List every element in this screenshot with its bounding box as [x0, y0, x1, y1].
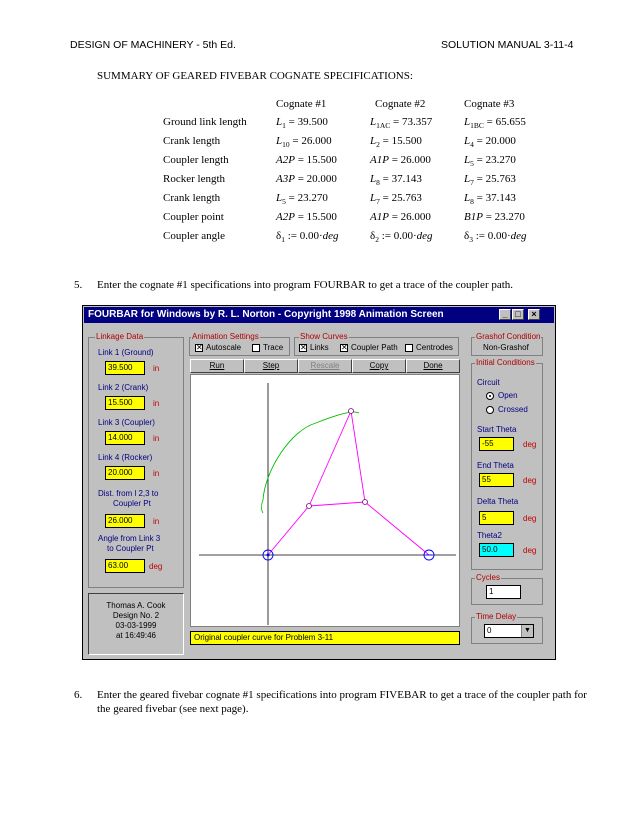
dist-label-1: Dist. from l 2,3 to [98, 489, 159, 498]
design-info [88, 601, 184, 641]
row-label: Coupler length [163, 154, 229, 166]
step-6-number: 6. [74, 689, 83, 701]
running-header-left: DESIGN OF MACHINERY - 5th Ed. [70, 39, 236, 51]
end-theta-label: End Theta [477, 461, 514, 470]
time-delay-value: 0 [487, 626, 492, 635]
cell: $L_{1BC} = 65.655$ [464, 116, 526, 131]
animation-canvas[interactable] [190, 374, 460, 627]
coupler-path-tail [262, 500, 264, 513]
column-header-2: Cognate #2 [375, 98, 426, 110]
trace-checkbox[interactable] [252, 344, 260, 352]
autoscale-label: Autoscale [206, 343, 242, 352]
angle-input[interactable]: 63.00 [105, 559, 145, 573]
link2-label: Link 2 (Crank) [98, 383, 149, 392]
row-label: Crank length [163, 135, 221, 147]
link3-label: Link 3 (Coupler) [98, 418, 155, 427]
row-label: Coupler angle [163, 230, 226, 242]
start-theta-label: Start Theta [477, 425, 517, 434]
window-title: FOURBAR for Windows by R. L. Norton - Copyright 1998 Animation Screen [88, 309, 444, 320]
cell: $L_4 = 20.000$ [464, 135, 516, 150]
cycles-title: Cycles [476, 573, 501, 582]
theta2-label: Theta2 [477, 531, 502, 540]
crank-link [268, 506, 309, 555]
done-button[interactable]: Done [406, 359, 460, 373]
centrodes-label: Centrodes [416, 343, 453, 352]
delta-theta-label: Delta Theta [477, 497, 519, 506]
rescale-button[interactable]: Rescale [298, 359, 352, 373]
angle-unit: deg [149, 562, 163, 571]
run-button[interactable]: Run [190, 359, 244, 373]
cell: $L_{1AC} = 73.357$ [370, 116, 433, 131]
row-label: Rocker length [163, 173, 226, 185]
design-time: at 16:49:46 [115, 631, 157, 640]
linkage-links [268, 411, 429, 555]
cell: $L_5 = 23.270$ [276, 192, 328, 207]
minimize-icon[interactable]: _ [499, 309, 511, 320]
joint-b [363, 500, 368, 505]
coupler-link [309, 502, 365, 506]
link3-input[interactable]: 14.000 [105, 431, 145, 445]
cell: $L_7 = 25.763$ [464, 173, 516, 188]
angle-label-1: Angle from Link 3 [98, 534, 161, 543]
coupler-triangle-side-2 [351, 411, 365, 502]
link4-label: Link 4 (Rocker) [98, 453, 153, 462]
start-theta-input[interactable]: -55 [479, 437, 514, 451]
animation-settings-title: Animation Settings [192, 332, 259, 341]
cell: A1P = 26.000 [370, 211, 431, 223]
crossed-radio[interactable] [486, 406, 494, 414]
running-header-right: SOLUTION MANUAL 3-11-4 [441, 39, 574, 51]
links-checkbox[interactable]: ✕ [300, 343, 307, 352]
cell: $L_7 = 25.763$ [370, 192, 422, 207]
trace-label: Trace [263, 343, 284, 352]
copy-button[interactable]: Copy [352, 359, 406, 373]
dist-label-2: Coupler Pt [113, 499, 151, 508]
grashof-title: Grashof Condition [476, 332, 541, 341]
ground-pivot-o2-center [267, 554, 270, 557]
cell: $\delta_3$ := 0.00·deg [464, 230, 527, 245]
linkage-drawing [191, 375, 459, 626]
cell: $L_8 = 37.143$ [464, 192, 516, 207]
time-delay-select[interactable] [484, 624, 534, 638]
autoscale-checkbox[interactable]: ✕ [196, 343, 203, 352]
circuit-label: Circuit [477, 378, 500, 387]
cell: A2P = 15.500 [276, 211, 337, 223]
link1-input[interactable]: 39.500 [105, 361, 145, 375]
delta-theta-unit: deg [523, 514, 537, 523]
link4-input[interactable]: 20.000 [105, 466, 145, 480]
cell: $L_5 = 23.270$ [464, 154, 516, 169]
step-5-number: 5. [74, 279, 83, 291]
link1-unit: in [153, 364, 160, 373]
crossed-label: Crossed [498, 405, 528, 414]
maximize-icon[interactable]: □ [512, 309, 524, 320]
fourbar-window [82, 305, 556, 660]
open-label: Open [498, 391, 518, 400]
cell: $\delta_2$ := 0.00·deg [370, 230, 433, 245]
row-label: Coupler point [163, 211, 224, 223]
step-5-text: Enter the cognate #1 specifications into program FOURBAR to get a trace of the coupler path. [97, 279, 514, 291]
dist-input[interactable]: 26.000 [105, 514, 145, 528]
start-theta-unit: deg [523, 440, 537, 449]
time-delay-title: Time Delay [476, 612, 517, 621]
row-label: Crank length [163, 192, 221, 204]
summary-title: SUMMARY OF GEARED FIVEBAR COGNATE SPECIFICATIONS: [97, 70, 413, 82]
cell: B1P = 23.270 [464, 211, 525, 223]
column-header-1: Cognate #1 [276, 98, 327, 110]
cell: A3P = 20.000 [276, 173, 337, 185]
grashof-value: Non-Grashof [483, 343, 529, 352]
close-icon[interactable]: × [528, 309, 540, 320]
angle-label-2: to Coupler Pt [107, 544, 154, 553]
link4-unit: in [153, 469, 160, 478]
dist-unit: in [153, 517, 160, 526]
joint-a [307, 504, 312, 509]
coupler-triangle-side-1 [309, 411, 351, 506]
initial-conditions-title: Initial Conditions [476, 358, 535, 367]
rocker-link [365, 502, 429, 555]
step-6-line-1: Enter the geared fivebar cognate #1 specifications into program FIVEBAR to get a trace of the coupler path for [97, 689, 587, 701]
open-radio[interactable] [486, 392, 494, 400]
step-button[interactable]: Step [244, 359, 298, 373]
theta2-input[interactable]: 50.0 [479, 543, 514, 557]
chevron-down-icon[interactable]: ▼ [521, 625, 533, 637]
coupler-path-label: Coupler Path [351, 343, 398, 352]
cell: $\delta_1$ := 0.00·deg [276, 230, 339, 245]
cell: A2P = 15.500 [276, 154, 337, 166]
linkage-data-title: Linkage Data [96, 332, 144, 341]
cell: $L_8 = 37.143$ [370, 173, 422, 188]
coupler-point [349, 409, 354, 414]
cell: $L_1 = 39.500$ [276, 116, 328, 131]
status-bar: Original coupler curve for Problem 3-11 [190, 631, 460, 645]
link2-input[interactable]: 15.500 [105, 396, 145, 410]
link2-unit: in [153, 399, 160, 408]
designer-name: Thomas A. Cook [106, 601, 166, 610]
design-number: Design No. 2 [112, 611, 160, 620]
cell: A1P = 26.000 [370, 154, 431, 166]
step-6-line-2: the geared fivebar (see next page). [97, 703, 249, 715]
cell: $L_{10} = 26.000$ [276, 135, 332, 150]
design-date: 03-03-1999 [115, 621, 157, 630]
end-theta-unit: deg [523, 476, 537, 485]
cell: $L_2 = 15.500$ [370, 135, 422, 150]
column-header-3: Cognate #3 [464, 98, 515, 110]
show-curves-title: Show Curves [300, 332, 348, 341]
end-theta-input[interactable]: 55 [479, 473, 514, 487]
link3-unit: in [153, 434, 160, 443]
link1-label: Link 1 (Ground) [98, 348, 154, 357]
links-label: Links [310, 343, 329, 352]
theta2-unit: deg [523, 546, 537, 555]
cycles-input[interactable]: 1 [486, 585, 521, 599]
row-label: Ground link length [163, 116, 247, 128]
window-titlebar [84, 307, 554, 323]
delta-theta-input[interactable]: 5 [479, 511, 514, 525]
centrodes-checkbox[interactable] [405, 344, 413, 352]
coupler-path-checkbox[interactable]: ✕ [341, 343, 348, 352]
